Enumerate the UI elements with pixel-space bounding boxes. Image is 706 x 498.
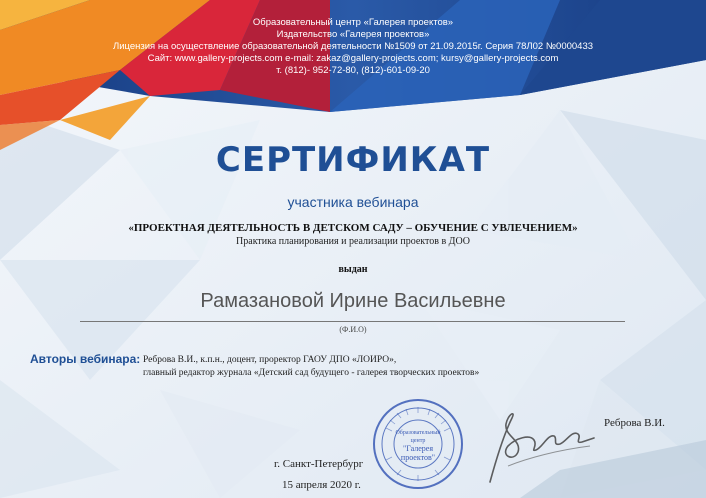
header-publisher: Издательство «Галерея проектов»: [276, 29, 430, 40]
stamp-seal: [372, 398, 464, 490]
stamp-line-3: "Галерея: [402, 444, 434, 453]
stamp-line-1: Образовательный: [395, 430, 441, 436]
authors-line-2: главный редактор журнала «Детский сад будущего - галерея творческих проектов»: [143, 368, 480, 378]
header-org-name: Образовательный центр «Галерея проектов»: [252, 17, 454, 28]
course-title: «ПРОЕКТНАЯ ДЕЯТЕЛЬНОСТЬ В ДЕТСКОМ САДУ – ОБУЧЕНИЕ С УВЛЕЧЕНИЕМ»: [128, 222, 578, 234]
stamp-line-2: центр: [410, 438, 426, 444]
issued-label: выдан: [338, 264, 368, 275]
name-underline: [80, 321, 625, 322]
header-license: Лицензия на осуществление образовательной деятельности №1509 от 21.09.2015г. Серия 78Л02 №0000433: [112, 41, 594, 52]
certificate-subtitle: участника вебинара: [287, 194, 419, 210]
city: г. Санкт-Петербург: [274, 458, 364, 470]
stamp-line-4: проектов": [400, 453, 436, 462]
authors-label: Авторы вебинара:: [30, 352, 141, 366]
name-caption: (Ф.И.О): [339, 325, 367, 334]
header-contacts: Сайт: www.gallery-projects.com e-mail: zakaz@gallery-projects.com; kursy@gallery-projects.com: [147, 53, 559, 64]
certificate-title: СЕРТИФИКАТ: [215, 140, 491, 180]
header-phones: т. (812)- 952-72-80, (812)-601-09-20: [276, 65, 430, 76]
recipient-name: Рамазановой Ирине Васильевне: [200, 290, 506, 312]
authors-line-1: Реброва В.И., к.п.н., доцент, проректор ГАОУ ДПО «ЛОИРО»,: [143, 355, 397, 365]
signer-name: Реброва В.И.: [604, 417, 665, 429]
issue-date: 15 апреля 2020 г.: [282, 479, 361, 491]
course-subtitle: Практика планирования и реализации проектов в ДОО: [236, 236, 470, 247]
authors-text: [143, 354, 479, 380]
handwritten-signature: [478, 400, 598, 490]
